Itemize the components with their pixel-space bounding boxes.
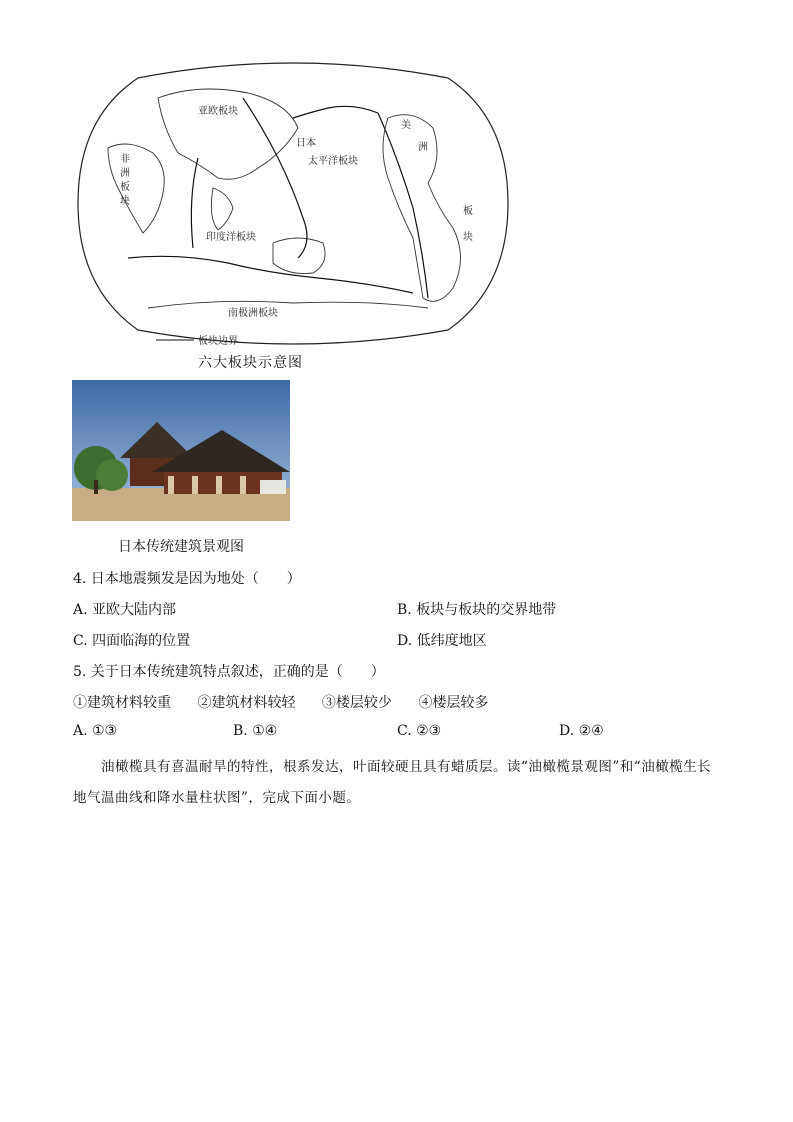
question-5-item-1: ①建筑材料较重 <box>73 695 171 711</box>
label-american-3: 板 <box>463 206 473 217</box>
label-african-4: 块 <box>120 196 130 207</box>
label-japan: 日本 <box>296 138 316 149</box>
japanese-architecture-photo <box>72 380 290 521</box>
question-4-option-b: B. 板块与板块的交界地带 <box>397 602 557 618</box>
map-title: 六大板块示意图 <box>198 355 303 371</box>
photo-caption: 日本传统建筑景观图 <box>118 539 244 555</box>
label-american-4: 块 <box>463 232 473 243</box>
question-4-option-d: D. 低纬度地区 <box>397 633 487 649</box>
plate-map <box>68 58 518 350</box>
label-antarctic: 南极洲板块 <box>228 308 278 319</box>
olive-passage: 油橄榄具有喜温耐旱的特性，根系发达，叶面较硬且具有蜡质层。读“油橄榄景观图”和“油橄榄生长地气温曲线和降水量柱状图”，完成下面小题。 <box>73 759 712 806</box>
label-indian: 印度洋板块 <box>206 232 256 243</box>
label-pacific: 太平洋板块 <box>308 156 358 167</box>
question-5-option-c: C. ②③ <box>397 723 442 739</box>
question-5-item-2: ②建筑材料较轻 <box>197 695 296 711</box>
label-african-1: 非 <box>120 154 130 165</box>
question-5-option-d: D. ②④ <box>559 723 604 739</box>
question-4-stem: 4. 日本地震频发是因为地处（ ） <box>73 571 301 587</box>
question-5-stem: 5. 关于日本传统建筑特点叙述，正确的是（ ） <box>73 664 385 680</box>
label-african-2: 洲 <box>120 168 130 179</box>
question-5-option-b: B. ①④ <box>233 723 278 739</box>
question-5-items <box>73 692 510 712</box>
label-african-3: 板 <box>120 182 130 193</box>
question-4-option-c: C. 四面临海的位置 <box>73 633 191 649</box>
question-5-item-4: ④楼层较多 <box>418 695 489 711</box>
label-american-2: 洲 <box>418 142 428 153</box>
legend-label: 板块边界 <box>198 336 238 347</box>
question-4-option-a: A. 亚欧大陆内部 <box>73 602 177 618</box>
label-american-1: 美 <box>401 120 411 131</box>
label-eurasian: 亚欧板块 <box>198 106 238 117</box>
question-5-option-a: A. ①③ <box>73 723 118 739</box>
question-5-item-3: ③楼层较少 <box>321 695 392 711</box>
